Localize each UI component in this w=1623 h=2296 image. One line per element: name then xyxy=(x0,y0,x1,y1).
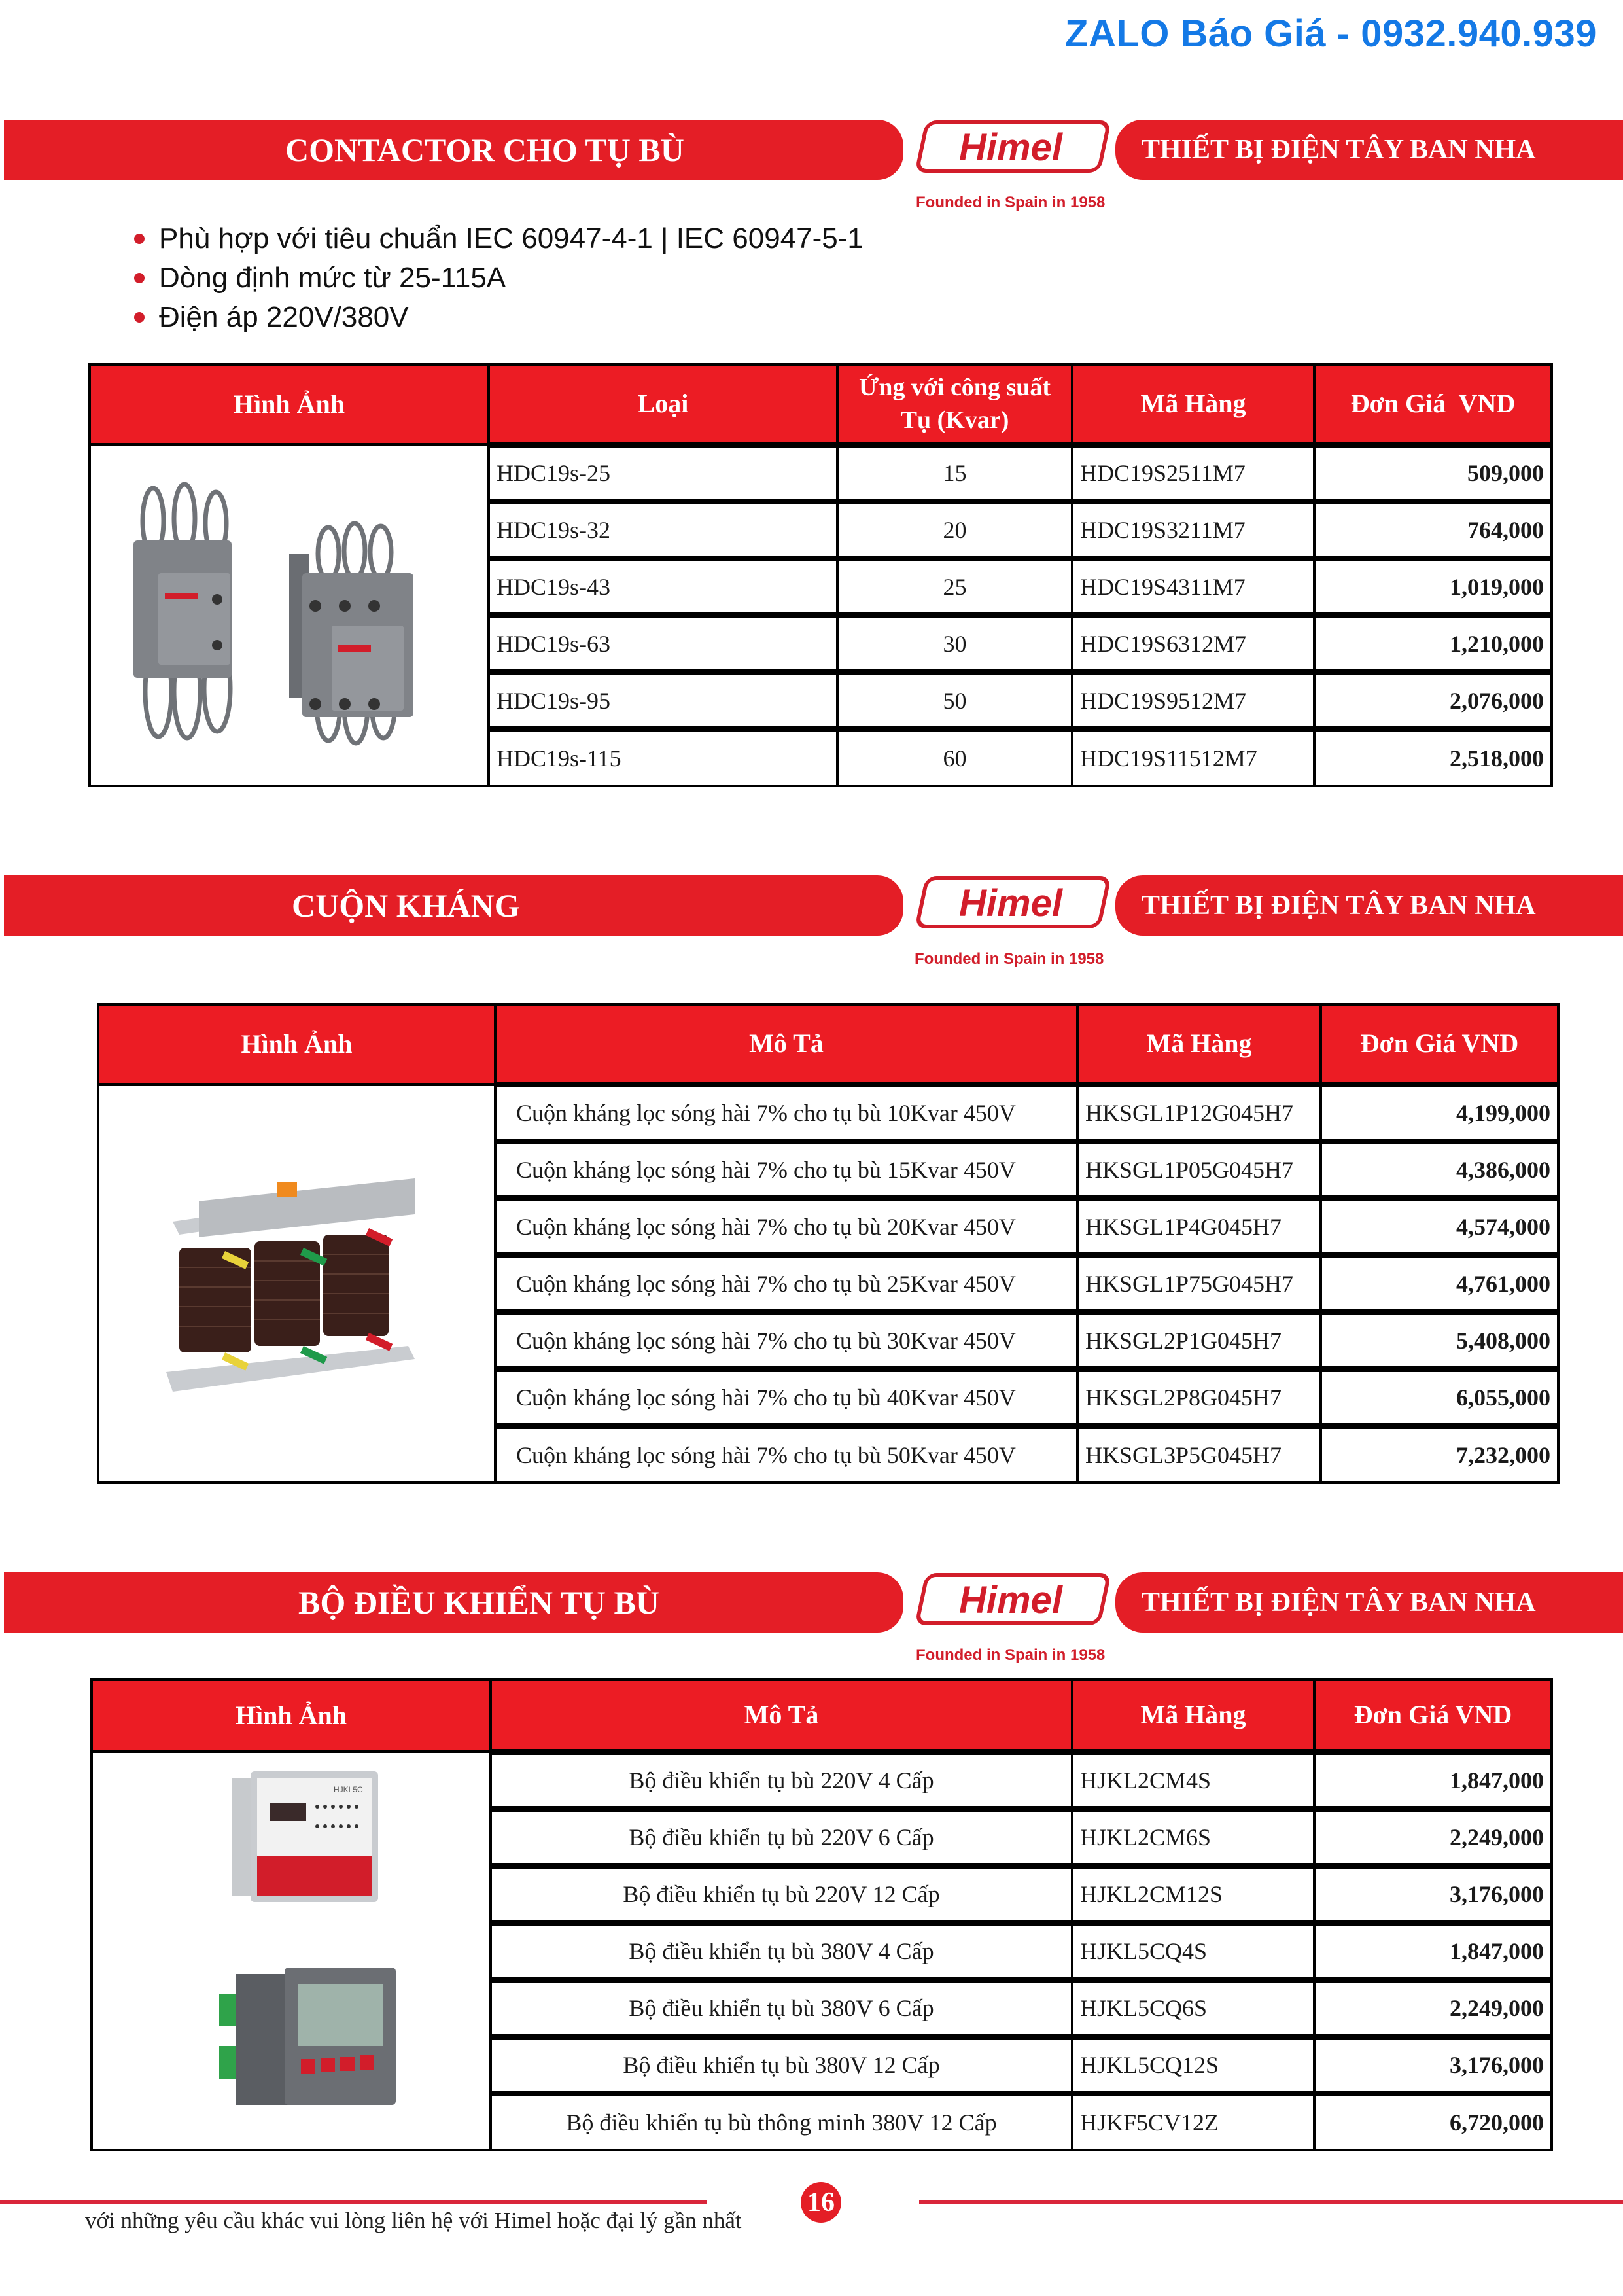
feature-list xyxy=(134,219,864,337)
cell-description: Bộ điều khiển tụ bù 220V 6 Cấp xyxy=(491,1809,1072,1865)
himel-logo xyxy=(913,875,1109,932)
cell-price: 4,386,000 xyxy=(1321,1141,1558,1198)
reactor-price-table xyxy=(97,1003,1560,1484)
cell-price: 1,210,000 xyxy=(1314,615,1552,672)
cell-price: 7,232,000 xyxy=(1321,1426,1558,1483)
controller-price-table xyxy=(90,1678,1553,2151)
footer-divider-left xyxy=(0,2200,707,2204)
table-row xyxy=(92,1752,1552,1809)
tagline-banner xyxy=(1115,120,1623,180)
tagline-text: THIẾT BỊ ĐIỆN TÂY BAN NHA xyxy=(1142,135,1536,165)
cell-kvar: 50 xyxy=(837,672,1072,729)
cell-code: HDC19S11512M7 xyxy=(1072,729,1314,786)
page-number-badge: 16 xyxy=(801,2182,841,2223)
cell-code: HDC19S6312M7 xyxy=(1072,615,1314,672)
header-image: Hình Ảnh xyxy=(90,364,489,444)
header-price: Đơn Giá VND xyxy=(1314,364,1552,444)
cell-price: 1,847,000 xyxy=(1314,1752,1552,1809)
founded-caption: Founded in Spain in 1958 xyxy=(916,194,1106,211)
founded-caption: Founded in Spain in 1958 xyxy=(916,1646,1106,1664)
cell-code: HKSGL1P05G045H7 xyxy=(1077,1141,1321,1198)
cell-code: HDC19S3211M7 xyxy=(1072,501,1314,558)
reactor-product-image xyxy=(160,1150,434,1411)
cell-code: HKSGL1P4G045H7 xyxy=(1077,1198,1321,1255)
contactor-product-image xyxy=(119,468,459,756)
controller-product-image xyxy=(154,1758,428,2138)
footer-note: với những yêu cầu khác vui lòng liên hệ với Himel hoặc đại lý gần nhất xyxy=(85,2208,742,2233)
header-image: Hình Ảnh xyxy=(92,1680,491,1752)
cell-type: HDC19s-95 xyxy=(489,672,837,729)
svg-text:Himel: Himel xyxy=(959,126,1062,169)
cell-price: 3,176,000 xyxy=(1314,1865,1552,1922)
cell-code: HDC19S2511M7 xyxy=(1072,444,1314,501)
section-banner-reactor xyxy=(4,875,903,936)
cell-code: HJKL2CM4S xyxy=(1072,1752,1314,1809)
feature-text: Điện áp 220V/380V xyxy=(159,301,409,333)
header-description: Mô Tả xyxy=(495,1004,1077,1084)
section-banner-controller xyxy=(4,1572,903,1633)
cell-code: HKSGL1P12G045H7 xyxy=(1077,1084,1321,1141)
cell-kvar: 60 xyxy=(837,729,1072,786)
cell-type: HDC19s-63 xyxy=(489,615,837,672)
feature-text: Phù hợp với tiêu chuẩn IEC 60947-4-1 | IEC 60947-5-1 xyxy=(159,222,864,255)
cell-price: 4,761,000 xyxy=(1321,1255,1558,1312)
header-code: Mã Hàng xyxy=(1072,1680,1314,1752)
cell-code: HJKL5CQ6S xyxy=(1072,1979,1314,2036)
header-code: Mã Hàng xyxy=(1077,1004,1321,1084)
header-price: Đơn Giá VND xyxy=(1314,1680,1552,1752)
svg-text:Himel: Himel xyxy=(959,1579,1062,1621)
bullet-icon xyxy=(134,234,145,244)
svg-text:Himel: Himel xyxy=(959,882,1062,925)
cell-description: Cuộn kháng lọc sóng hài 7% cho tụ bù 30Kvar 450V xyxy=(495,1312,1077,1369)
cell-kvar: 30 xyxy=(837,615,1072,672)
table-row xyxy=(98,1084,1558,1141)
cell-code: HDC19S9512M7 xyxy=(1072,672,1314,729)
footer-divider-right xyxy=(919,2200,1623,2204)
cell-price: 6,720,000 xyxy=(1314,2093,1552,2150)
section-title: CONTACTOR CHO TỤ BÙ xyxy=(285,132,684,168)
cell-price: 1,019,000 xyxy=(1314,558,1552,615)
cell-code: HJKL2CM6S xyxy=(1072,1809,1314,1865)
cell-type: HDC19s-32 xyxy=(489,501,837,558)
cell-code: HJKL5CQ4S xyxy=(1072,1922,1314,1979)
header-type: Loại xyxy=(489,364,837,444)
himel-logo xyxy=(913,120,1109,176)
cell-price: 509,000 xyxy=(1314,444,1552,501)
cell-code: HJKL2CM12S xyxy=(1072,1865,1314,1922)
cell-price: 2,249,000 xyxy=(1314,1979,1552,2036)
bullet-icon xyxy=(134,273,145,283)
cell-type: HDC19s-25 xyxy=(489,444,837,501)
cell-kvar: 25 xyxy=(837,558,1072,615)
cell-description: Bộ điều khiển tụ bù 380V 6 Cấp xyxy=(491,1979,1072,2036)
cell-price: 4,574,000 xyxy=(1321,1198,1558,1255)
cell-price: 3,176,000 xyxy=(1314,2036,1552,2093)
cell-price: 2,518,000 xyxy=(1314,729,1552,786)
feature-text: Dòng định mức từ 25-115A xyxy=(159,262,506,294)
contactor-image-cell xyxy=(90,444,489,786)
cell-code: HKSGL2P8G045H7 xyxy=(1077,1369,1321,1426)
cell-description: Cuộn kháng lọc sóng hài 7% cho tụ bù 50Kvar 450V xyxy=(495,1426,1077,1483)
svg-text:HJKL5C: HJKL5C xyxy=(334,1785,363,1794)
cell-price: 2,076,000 xyxy=(1314,672,1552,729)
table-row xyxy=(90,444,1552,501)
cell-price: 6,055,000 xyxy=(1321,1369,1558,1426)
cell-code: HKSGL2P1G045H7 xyxy=(1077,1312,1321,1369)
reactor-image-cell xyxy=(98,1084,495,1483)
cell-description: Cuộn kháng lọc sóng hài 7% cho tụ bù 15Kvar 450V xyxy=(495,1141,1077,1198)
cell-price: 4,199,000 xyxy=(1321,1084,1558,1141)
table-header-row xyxy=(92,1680,1552,1752)
cell-code: HKSGL3P5G045H7 xyxy=(1077,1426,1321,1483)
section-banner-contactor xyxy=(4,120,903,180)
header-image: Hình Ảnh xyxy=(98,1004,495,1084)
cell-description: Bộ điều khiển tụ bù 380V 4 Cấp xyxy=(491,1922,1072,1979)
cell-price: 1,847,000 xyxy=(1314,1922,1552,1979)
cell-description: Cuộn kháng lọc sóng hài 7% cho tụ bù 25Kvar 450V xyxy=(495,1255,1077,1312)
contact-hotline: ZALO Báo Giá - 0932.940.939 xyxy=(1065,12,1597,55)
header-price: Đơn Giá VND xyxy=(1321,1004,1558,1084)
cell-type: HDC19s-43 xyxy=(489,558,837,615)
cell-kvar: 15 xyxy=(837,444,1072,501)
himel-logo xyxy=(913,1572,1109,1629)
cell-code: HJKF5CV12Z xyxy=(1072,2093,1314,2150)
feature-item xyxy=(134,219,864,258)
tagline-banner xyxy=(1115,875,1623,936)
cell-description: Cuộn kháng lọc sóng hài 7% cho tụ bù 10Kvar 450V xyxy=(495,1084,1077,1141)
cell-code: HDC19S4311M7 xyxy=(1072,558,1314,615)
contactor-price-table xyxy=(88,363,1553,787)
feature-item xyxy=(134,258,864,298)
section-title: CUỘN KHÁNG xyxy=(292,887,520,924)
controller-image-cell xyxy=(92,1752,491,2150)
tagline-text: THIẾT BỊ ĐIỆN TÂY BAN NHA xyxy=(1142,891,1536,921)
cell-type: HDC19s-115 xyxy=(489,729,837,786)
cell-description: Cuộn kháng lọc sóng hài 7% cho tụ bù 40Kvar 450V xyxy=(495,1369,1077,1426)
table-header-row xyxy=(98,1004,1558,1084)
tagline-text: THIẾT BỊ ĐIỆN TÂY BAN NHA xyxy=(1142,1587,1536,1617)
cell-kvar: 20 xyxy=(837,501,1072,558)
cell-description: Cuộn kháng lọc sóng hài 7% cho tụ bù 20Kvar 450V xyxy=(495,1198,1077,1255)
cell-code: HJKL5CQ12S xyxy=(1072,2036,1314,2093)
cell-price: 5,408,000 xyxy=(1321,1312,1558,1369)
header-description: Mô Tả xyxy=(491,1680,1072,1752)
bullet-icon xyxy=(134,312,145,323)
feature-item xyxy=(134,298,864,337)
table-header-row xyxy=(90,364,1552,444)
cell-description: Bộ điều khiển tụ bù 220V 4 Cấp xyxy=(491,1752,1072,1809)
header-code: Mã Hàng xyxy=(1072,364,1314,444)
header-kvar: Ứng với công suất Tụ (Kvar) xyxy=(837,364,1072,444)
cell-price: 764,000 xyxy=(1314,501,1552,558)
cell-price: 2,249,000 xyxy=(1314,1809,1552,1865)
tagline-banner xyxy=(1115,1572,1623,1633)
section-title: BỘ ĐIỀU KHIỂN TỤ BÙ xyxy=(298,1584,659,1621)
cell-description: Bộ điều khiển tụ bù 220V 12 Cấp xyxy=(491,1865,1072,1922)
cell-description: Bộ điều khiển tụ bù 380V 12 Cấp xyxy=(491,2036,1072,2093)
cell-code: HKSGL1P75G045H7 xyxy=(1077,1255,1321,1312)
founded-caption: Founded in Spain in 1958 xyxy=(915,950,1104,968)
cell-description: Bộ điều khiển tụ bù thông minh 380V 12 Cấp xyxy=(491,2093,1072,2150)
